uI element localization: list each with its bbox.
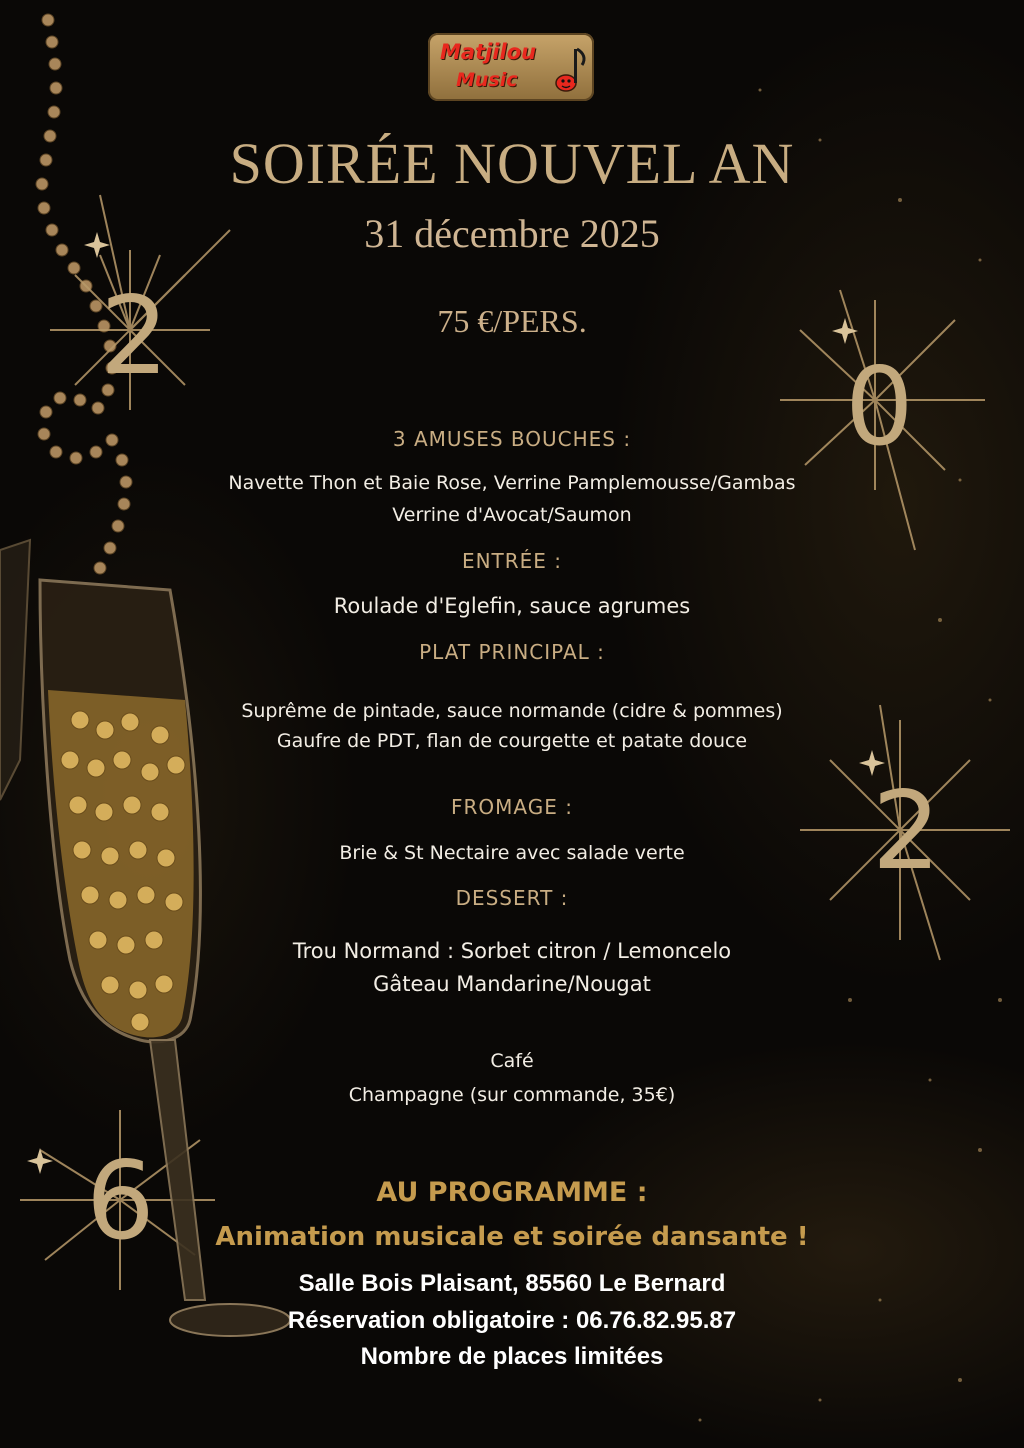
dessert-heading: DESSERT :: [455, 886, 569, 910]
programme-heading: AU PROGRAMME :: [376, 1177, 648, 1208]
logo-text-line2: Music: [456, 69, 518, 91]
matjilou-music-logo: [428, 33, 594, 101]
amuses-line-1: Navette Thon et Baie Rose, Verrine Pamplemousse/Gambas: [228, 472, 796, 494]
year-digit-6: 6: [86, 1139, 155, 1264]
music-note-icon: [552, 43, 588, 93]
year-digit-2-left: 2: [100, 274, 169, 399]
event-price: 75 €/PERS.: [437, 303, 587, 339]
programme-text: Animation musicale et soirée dansante !: [215, 1222, 809, 1252]
extra-cafe: Café: [490, 1050, 534, 1072]
amuses-line-2: Verrine d'Avocat/Saumon: [392, 504, 632, 526]
year-digit-0: 0: [845, 345, 914, 470]
entree-line-1: Roulade d'Eglefin, sauce agrumes: [333, 594, 691, 618]
logo-text-line1: Matjilou: [440, 40, 537, 64]
dessert-line-1: Trou Normand : Sorbet citron / Lemoncelo: [292, 939, 732, 963]
reservation-phone: Réservation obligatoire : 06.76.82.95.87: [287, 1307, 737, 1334]
fromage-line-1: Brie & St Nectaire avec salade verte: [339, 842, 685, 864]
event-date: 31 décembre 2025: [364, 211, 660, 256]
plat-heading: PLAT PRINCIPAL :: [419, 640, 605, 664]
event-title: SOIRÉE NOUVEL AN: [229, 131, 795, 196]
venue-address: Salle Bois Plaisant, 85560 Le Bernard: [298, 1270, 726, 1297]
limited-places-note: Nombre de places limitées: [360, 1343, 664, 1370]
plat-line-2: Gaufre de PDT, flan de courgette et patate douce: [276, 730, 748, 752]
extra-champagne: Champagne (sur commande, 35€): [348, 1084, 676, 1106]
plat-line-1: Suprême de pintade, sauce normande (cidre & pommes): [241, 700, 783, 722]
year-digit-2-right: 2: [872, 769, 941, 894]
amuses-heading: 3 AMUSES BOUCHES :: [392, 427, 632, 451]
fromage-heading: FROMAGE :: [451, 795, 573, 819]
entree-heading: ENTRÉE :: [461, 549, 563, 573]
dessert-line-2: Gâteau Mandarine/Nougat: [373, 972, 651, 996]
